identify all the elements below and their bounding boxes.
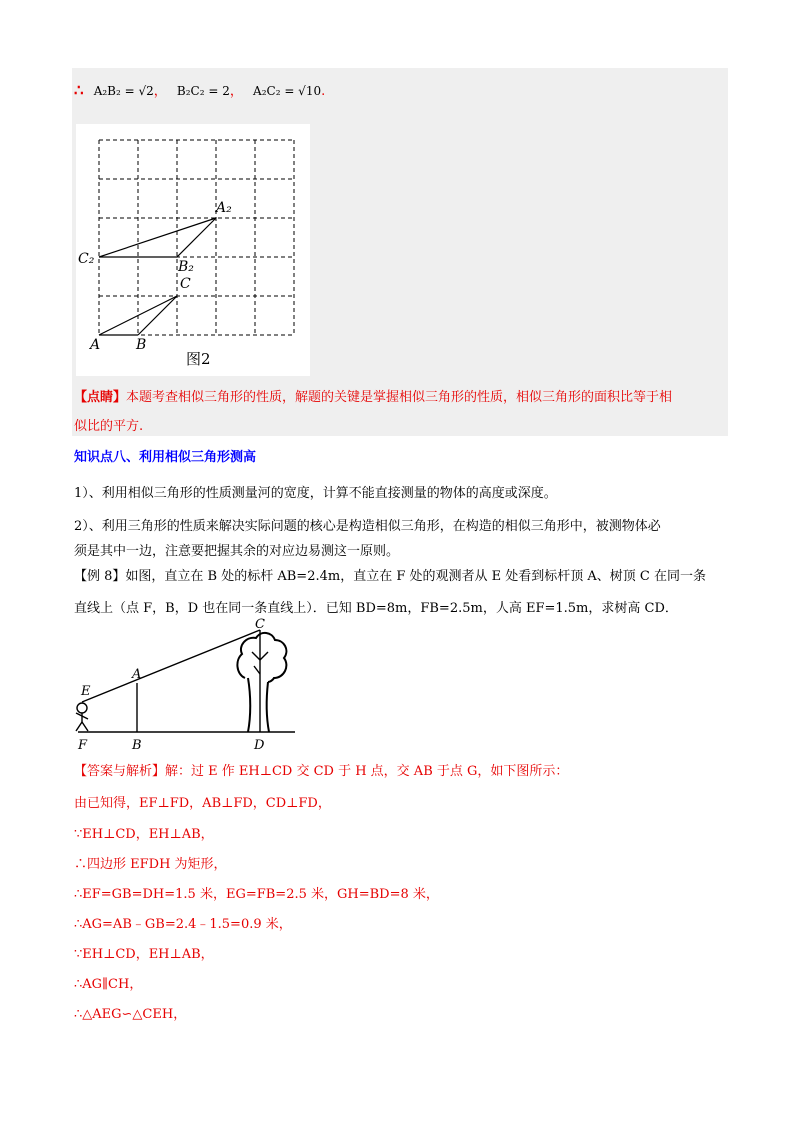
solution-line-8: ∴AG∥CH， xyxy=(74,977,143,992)
period: . xyxy=(321,84,326,99)
label-a2: A₂ xyxy=(216,200,232,216)
figure-caption: 图2 xyxy=(186,350,211,368)
section-title: 知识点八、利用相似三角形测高 xyxy=(74,450,257,465)
label-c: C xyxy=(180,276,191,292)
comment-line-2: 似比的平方. xyxy=(74,419,144,434)
tree-label-f: F xyxy=(78,738,88,753)
comment-text: 本题考查相似三角形的性质，解题的关键是掌握相似三角形的性质，相似三角形的面积比等于相 xyxy=(126,390,673,405)
solution-line-7: ∵EH⊥CD，EH⊥AB， xyxy=(74,947,214,962)
equation-b2c2: B₂C₂ = 2 xyxy=(176,84,230,98)
point-1: 1）、利用相似三角形的性质测量河的宽度，计算不能直接测量的物体的高度或深度。 xyxy=(74,486,557,501)
solution-line-1: 【答案与解析】解：过 E 作 EH⊥CD 交 CD 于 H 点，交 AB 于点 G，如下图所示： xyxy=(74,764,569,779)
grid-figure-2 xyxy=(76,124,310,376)
tree-label-c: C xyxy=(255,617,265,632)
example-line-1: 【例 8】如图，直立在 B 处的标杆 AB=2.4m，直立在 F 处的观测者从 E 处看到标杆顶 A、树顶 C 在同一条 xyxy=(74,569,706,584)
label-b: B xyxy=(136,337,147,353)
comma: ， xyxy=(229,84,243,99)
example-line-2: 直线上（点 F，B，D 也在同一条直线上）．已知 BD=8m，FB=2.5m，人高 EF=1.5m，求树高 CD． xyxy=(74,601,678,616)
tree-label-d: D xyxy=(254,738,265,753)
label-c2: C₂ xyxy=(78,251,95,267)
solution-line-2: 由已知得，EF⊥FD，AB⊥FD，CD⊥FD， xyxy=(74,796,331,811)
solution-line-3: ∵EH⊥CD，EH⊥AB， xyxy=(74,827,214,842)
tree-label-a: A xyxy=(132,667,142,682)
tree-measurement-figure xyxy=(70,616,300,756)
solution-line-9: ∴△AEG∽△CEH， xyxy=(74,1007,187,1022)
tree-label-b: B xyxy=(132,738,142,753)
solution-line-6: ∴AG=AB﹣GB=2.4﹣1.5=0.9 米， xyxy=(74,917,292,932)
solution-line-5: ∴EF=GB=DH=1.5 米，EG=FB=2.5 米，GH=BD=8 米， xyxy=(74,887,439,902)
comma: ， xyxy=(153,84,167,99)
equation-line xyxy=(74,80,325,99)
equation-a2b2: A₂B₂ = √2 xyxy=(93,84,154,98)
comment-tag: 【点睛】 xyxy=(74,390,127,405)
point-2-line-2: 须是其中一边，注意要把握其余的对应边易测这一原则。 xyxy=(74,544,400,559)
therefore-symbol: ∴ xyxy=(74,81,84,99)
equation-a2c2: A₂C₂ = √10 xyxy=(253,84,322,98)
solution-line-4: ∴四边形 EFDH 为矩形， xyxy=(74,857,227,872)
label-a: A xyxy=(90,337,101,353)
point-2-line-1: 2）、利用三角形的性质来解决实际问题的核心是构造相似三角形，在构造的相似三角形中，被测物体必 xyxy=(74,519,661,534)
comment-line-1 xyxy=(74,386,672,405)
tree-label-e: E xyxy=(81,684,91,699)
label-b2: B₂ xyxy=(178,259,194,275)
